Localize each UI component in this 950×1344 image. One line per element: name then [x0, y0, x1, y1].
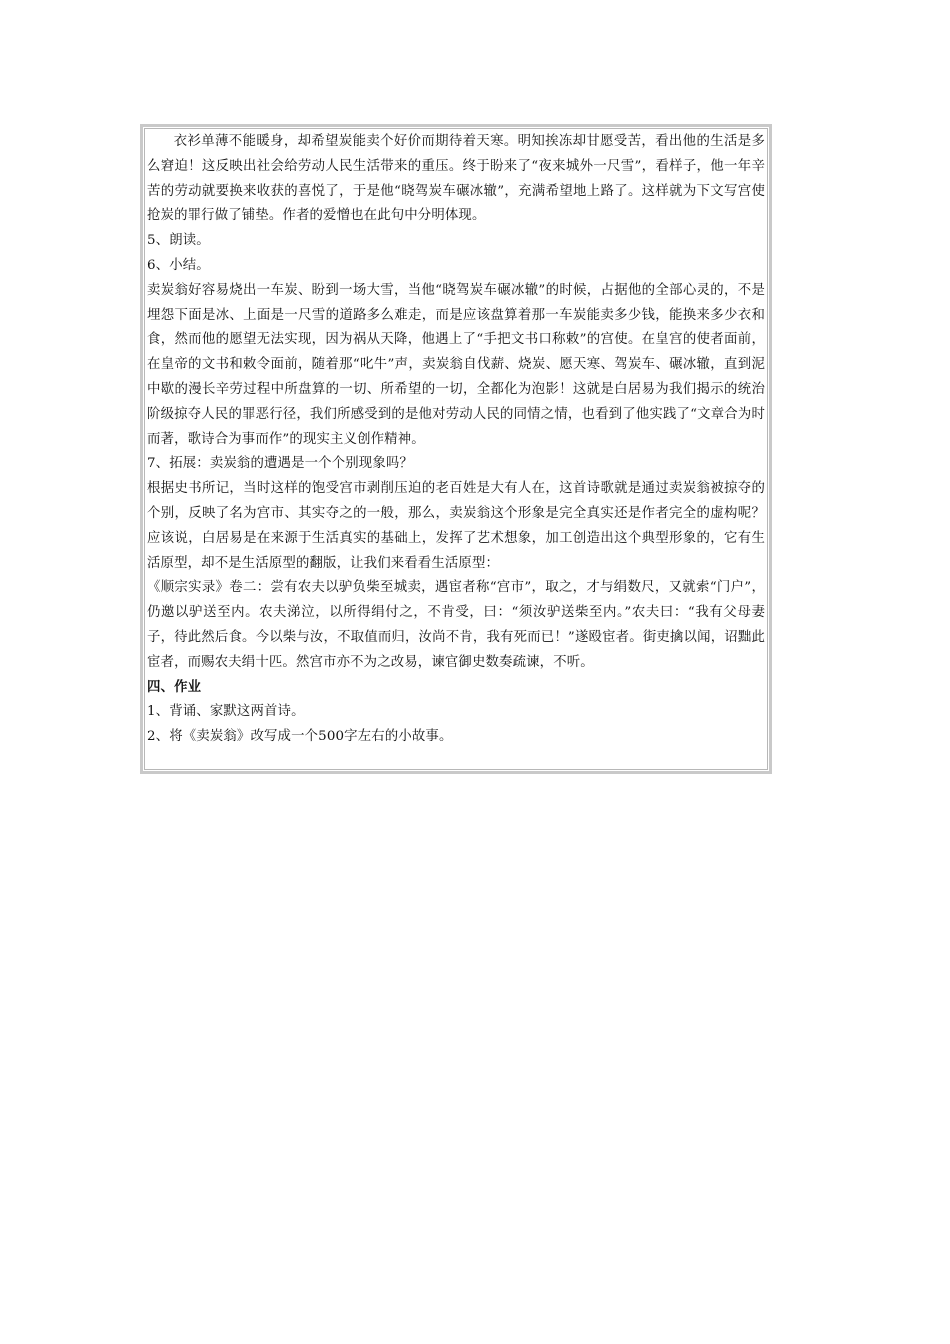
homework-item-1: 1、背诵、家默这两首诗。 — [147, 704, 305, 720]
step-read-aloud: 5、朗读。 — [147, 233, 210, 249]
paragraph-quote: 《顺宗实录》卷二：尝有农夫以驴负柴至城卖，遇宦者称“宫市”，取之，才与绢数尺，又就索“门户”，仍邀以驴送至内。农夫涕泣，以所得绢付之，不肯受，曰：“须汝驴送柴至内。”农夫曰：“我有父母妻子，待此然后食。今以柴与汝，不取值而归，汝尚不肯，我有死而已！”遂殴宦者。街吏擒以闻，诏黜此宦者，而赐农夫绢十匹。然宫市亦不为之改易，谏官御史数奏疏谏，不听。 — [147, 580, 765, 670]
step-extension: 7、拓展：卖炭翁的遭遇是一个个别现象吗？ — [147, 456, 413, 472]
section-heading-homework: 四、作业 — [147, 679, 202, 695]
paragraph-history: 根据史书所记，当时这样的饱受宫市剥削压迫的老百姓是大有人在，这首诗歌就是通过卖炭翁被掠夺的个别，反映了名为宫市、其实夺之的一般，那么，卖炭翁这个形象是完全真实还是作者完全的虚构呢？应该说，白居易是在来源于生活真实的基础上，发挥了艺术想象，加工创造出这个典型形象的，它有生活原型，却不是生活原型的翻版，让我们来看看生活原型： — [147, 481, 765, 571]
paragraph-summary: 卖炭翁好容易烧出一车炭、盼到一场大雪，当他“晓驾炭车碾冰辙”的时候，占据他的全部心灵的，不是埋怨下面是冰、上面是一尺雪的道路多么难走，而是应该盘算着那一车炭能卖多少钱，能换来多少衣和食，然而他的愿望无法实现，因为祸从天降，他遇上了“手把文书口称敕”的宫使。在皇宫的使者面前，在皇帝的文书和敕令面前，随着那“叱牛”声，卖炭翁自伐薪、烧炭、愿天寒、驾炭车、碾冰辙，直到泥中歇的漫长辛劳过程中所盘算的一切、所希望的一切，全都化为泡影！这就是白居易为我们揭示的统治阶级掠夺人民的罪恶行径，我们所感受到的是他对劳动人民的同情之情，也看到了他实践了“文章合为时而著，歌诗合为事而作”的现实主义创作精神。 — [147, 282, 765, 447]
document-frame — [140, 124, 772, 774]
paragraph-analysis: 衣衫单薄不能暖身，却希望炭能卖个好价而期待着天寒。明知挨冻却甘愿受苦，看出他的生活是多么窘迫！这反映出社会给劳动人民生活带来的重压。终于盼来了“夜来城外一尺雪”，看样子，他一年辛苦的劳动就要换来收获的喜悦了，于是他“晓驾炭车碾冰辙”，充满希望地上路了。这样就为下文写宫使抢炭的罪行做了铺垫。作者的爱憎也在此句中分明体现。 — [147, 134, 765, 224]
document-body — [144, 128, 768, 770]
step-summary: 6、小结。 — [147, 257, 210, 273]
homework-item-2: 2、将《卖炭翁》改写成一个500字左右的小故事。 — [147, 729, 453, 745]
